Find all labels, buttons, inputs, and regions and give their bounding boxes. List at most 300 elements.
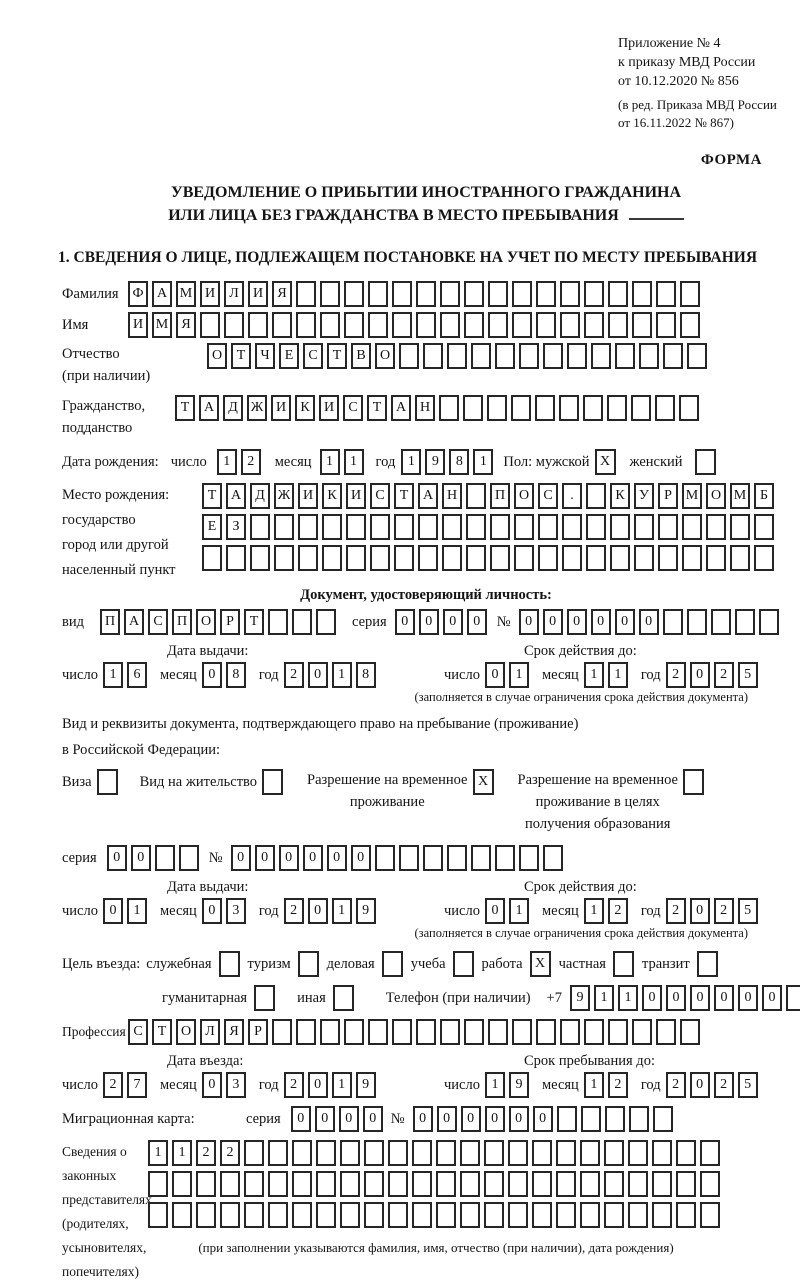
char-cell[interactable] bbox=[196, 1171, 216, 1197]
char-cell[interactable]: 9 bbox=[570, 985, 590, 1011]
char-cell[interactable]: З bbox=[226, 514, 246, 540]
char-cell[interactable]: 0 bbox=[642, 985, 662, 1011]
temp-residence-education-checkbox[interactable] bbox=[683, 769, 704, 795]
char-cell[interactable] bbox=[344, 281, 364, 307]
char-cell[interactable] bbox=[567, 343, 587, 369]
char-cell[interactable] bbox=[370, 545, 390, 571]
char-cell[interactable] bbox=[543, 343, 563, 369]
char-cell[interactable] bbox=[392, 312, 412, 338]
char-cell[interactable] bbox=[512, 312, 532, 338]
char-cell[interactable] bbox=[460, 1202, 480, 1228]
char-cell[interactable] bbox=[538, 514, 558, 540]
purpose-official-checkbox[interactable] bbox=[219, 951, 240, 977]
char-cell[interactable] bbox=[340, 1171, 360, 1197]
char-cell[interactable] bbox=[556, 1171, 576, 1197]
char-cell[interactable]: 1 bbox=[332, 898, 352, 924]
char-cell[interactable]: 0 bbox=[202, 662, 222, 688]
char-cell[interactable]: 7 bbox=[127, 1072, 147, 1098]
char-cell[interactable]: 0 bbox=[279, 845, 299, 871]
char-cell[interactable]: П bbox=[172, 609, 192, 635]
char-cell[interactable]: 1 bbox=[172, 1140, 192, 1166]
char-cell[interactable]: 0 bbox=[615, 609, 635, 635]
char-cell[interactable]: 9 bbox=[356, 898, 376, 924]
char-cell[interactable] bbox=[172, 1171, 192, 1197]
char-cell[interactable] bbox=[399, 343, 419, 369]
char-cell[interactable] bbox=[250, 514, 270, 540]
char-cell[interactable]: 1 bbox=[344, 449, 364, 475]
char-cell[interactable] bbox=[172, 1202, 192, 1228]
char-cell[interactable]: 0 bbox=[738, 985, 758, 1011]
char-cell[interactable] bbox=[663, 609, 683, 635]
char-cell[interactable]: Я bbox=[176, 312, 196, 338]
char-cell[interactable]: О bbox=[196, 609, 216, 635]
char-cell[interactable] bbox=[340, 1202, 360, 1228]
purpose-tourism-checkbox[interactable] bbox=[298, 951, 319, 977]
char-cell[interactable]: 2 bbox=[103, 1072, 123, 1098]
char-cell[interactable]: Р bbox=[658, 483, 678, 509]
char-cell[interactable] bbox=[202, 545, 222, 571]
char-cell[interactable] bbox=[639, 343, 659, 369]
char-cell[interactable] bbox=[268, 1202, 288, 1228]
char-cell[interactable]: 0 bbox=[690, 662, 710, 688]
char-cell[interactable] bbox=[562, 545, 582, 571]
char-cell[interactable] bbox=[607, 395, 627, 421]
char-cell[interactable] bbox=[464, 1019, 484, 1045]
char-cell[interactable] bbox=[439, 395, 459, 421]
char-cell[interactable] bbox=[682, 545, 702, 571]
char-cell[interactable] bbox=[532, 1171, 552, 1197]
char-cell[interactable] bbox=[632, 312, 652, 338]
char-cell[interactable]: 0 bbox=[519, 609, 539, 635]
char-cell[interactable] bbox=[655, 395, 675, 421]
char-cell[interactable]: О bbox=[207, 343, 227, 369]
char-cell[interactable] bbox=[580, 1171, 600, 1197]
char-cell[interactable] bbox=[423, 343, 443, 369]
char-cell[interactable]: А bbox=[391, 395, 411, 421]
char-cell[interactable] bbox=[560, 312, 580, 338]
char-cell[interactable] bbox=[268, 1171, 288, 1197]
char-cell[interactable] bbox=[604, 1202, 624, 1228]
char-cell[interactable] bbox=[629, 1106, 649, 1132]
char-cell[interactable] bbox=[220, 1171, 240, 1197]
char-cell[interactable] bbox=[344, 312, 364, 338]
char-cell[interactable]: И bbox=[271, 395, 291, 421]
char-cell[interactable] bbox=[656, 281, 676, 307]
char-cell[interactable] bbox=[268, 609, 288, 635]
char-cell[interactable] bbox=[296, 312, 316, 338]
char-cell[interactable]: 5 bbox=[738, 898, 758, 924]
char-cell[interactable]: 1 bbox=[584, 898, 604, 924]
char-cell[interactable] bbox=[316, 1171, 336, 1197]
char-cell[interactable] bbox=[274, 514, 294, 540]
char-cell[interactable]: 1 bbox=[594, 985, 614, 1011]
char-cell[interactable]: К bbox=[322, 483, 342, 509]
char-cell[interactable] bbox=[298, 545, 318, 571]
char-cell[interactable]: Е bbox=[279, 343, 299, 369]
char-cell[interactable] bbox=[179, 845, 199, 871]
char-cell[interactable] bbox=[584, 1019, 604, 1045]
char-cell[interactable] bbox=[658, 545, 678, 571]
char-cell[interactable] bbox=[700, 1202, 720, 1228]
char-cell[interactable] bbox=[652, 1202, 672, 1228]
char-cell[interactable] bbox=[484, 1171, 504, 1197]
char-cell[interactable] bbox=[370, 514, 390, 540]
char-cell[interactable] bbox=[346, 545, 366, 571]
char-cell[interactable]: 5 bbox=[738, 1072, 758, 1098]
char-cell[interactable]: 6 bbox=[127, 662, 147, 688]
purpose-work-checkbox[interactable]: X bbox=[530, 951, 551, 977]
char-cell[interactable]: 0 bbox=[315, 1106, 335, 1132]
char-cell[interactable] bbox=[388, 1202, 408, 1228]
char-cell[interactable] bbox=[416, 281, 436, 307]
char-cell[interactable] bbox=[514, 514, 534, 540]
char-cell[interactable] bbox=[556, 1140, 576, 1166]
char-cell[interactable] bbox=[652, 1140, 672, 1166]
char-cell[interactable] bbox=[687, 609, 707, 635]
purpose-transit-checkbox[interactable] bbox=[697, 951, 718, 977]
char-cell[interactable] bbox=[447, 343, 467, 369]
char-cell[interactable]: 0 bbox=[509, 1106, 529, 1132]
char-cell[interactable]: 0 bbox=[107, 845, 127, 871]
char-cell[interactable]: 1 bbox=[509, 898, 529, 924]
char-cell[interactable] bbox=[532, 1140, 552, 1166]
char-cell[interactable]: 0 bbox=[485, 1106, 505, 1132]
char-cell[interactable] bbox=[272, 312, 292, 338]
char-cell[interactable]: 2 bbox=[241, 449, 261, 475]
char-cell[interactable] bbox=[220, 1202, 240, 1228]
char-cell[interactable]: 9 bbox=[425, 449, 445, 475]
char-cell[interactable] bbox=[786, 985, 800, 1011]
char-cell[interactable]: 0 bbox=[690, 898, 710, 924]
char-cell[interactable]: 1 bbox=[584, 1072, 604, 1098]
char-cell[interactable]: 0 bbox=[202, 1072, 222, 1098]
char-cell[interactable]: 0 bbox=[339, 1106, 359, 1132]
char-cell[interactable] bbox=[680, 281, 700, 307]
char-cell[interactable] bbox=[514, 545, 534, 571]
char-cell[interactable]: 0 bbox=[461, 1106, 481, 1132]
char-cell[interactable]: Т bbox=[175, 395, 195, 421]
char-cell[interactable] bbox=[560, 1019, 580, 1045]
char-cell[interactable]: О bbox=[514, 483, 534, 509]
char-cell[interactable]: 0 bbox=[291, 1106, 311, 1132]
char-cell[interactable]: 1 bbox=[217, 449, 237, 475]
char-cell[interactable] bbox=[346, 514, 366, 540]
char-cell[interactable] bbox=[394, 545, 414, 571]
char-cell[interactable]: Я bbox=[224, 1019, 244, 1045]
char-cell[interactable] bbox=[532, 1202, 552, 1228]
char-cell[interactable] bbox=[658, 514, 678, 540]
char-cell[interactable]: 2 bbox=[666, 1072, 686, 1098]
char-cell[interactable]: Т bbox=[367, 395, 387, 421]
char-cell[interactable] bbox=[604, 1140, 624, 1166]
char-cell[interactable] bbox=[292, 1202, 312, 1228]
char-cell[interactable]: 9 bbox=[509, 1072, 529, 1098]
char-cell[interactable] bbox=[608, 1019, 628, 1045]
char-cell[interactable]: 2 bbox=[284, 1072, 304, 1098]
char-cell[interactable] bbox=[628, 1140, 648, 1166]
char-cell[interactable]: И bbox=[248, 281, 268, 307]
char-cell[interactable] bbox=[394, 514, 414, 540]
char-cell[interactable] bbox=[320, 312, 340, 338]
char-cell[interactable]: 1 bbox=[103, 662, 123, 688]
char-cell[interactable]: 9 bbox=[356, 1072, 376, 1098]
char-cell[interactable]: 0 bbox=[395, 609, 415, 635]
char-cell[interactable] bbox=[495, 845, 515, 871]
char-cell[interactable] bbox=[634, 514, 654, 540]
char-cell[interactable]: Н bbox=[415, 395, 435, 421]
char-cell[interactable] bbox=[320, 281, 340, 307]
char-cell[interactable] bbox=[559, 395, 579, 421]
char-cell[interactable] bbox=[484, 1140, 504, 1166]
char-cell[interactable] bbox=[488, 1019, 508, 1045]
char-cell[interactable]: 0 bbox=[255, 845, 275, 871]
purpose-study-checkbox[interactable] bbox=[453, 951, 474, 977]
char-cell[interactable] bbox=[557, 1106, 577, 1132]
char-cell[interactable] bbox=[591, 343, 611, 369]
char-cell[interactable]: 2 bbox=[666, 662, 686, 688]
char-cell[interactable]: 2 bbox=[714, 662, 734, 688]
char-cell[interactable]: Н bbox=[442, 483, 462, 509]
char-cell[interactable]: С bbox=[538, 483, 558, 509]
char-cell[interactable] bbox=[440, 1019, 460, 1045]
char-cell[interactable] bbox=[416, 1019, 436, 1045]
char-cell[interactable] bbox=[412, 1202, 432, 1228]
char-cell[interactable] bbox=[316, 1202, 336, 1228]
char-cell[interactable] bbox=[580, 1140, 600, 1166]
char-cell[interactable] bbox=[652, 1171, 672, 1197]
char-cell[interactable] bbox=[296, 281, 316, 307]
char-cell[interactable]: Ф bbox=[128, 281, 148, 307]
char-cell[interactable] bbox=[735, 609, 755, 635]
char-cell[interactable]: 1 bbox=[485, 1072, 505, 1098]
char-cell[interactable] bbox=[368, 312, 388, 338]
char-cell[interactable]: 0 bbox=[690, 1072, 710, 1098]
char-cell[interactable] bbox=[244, 1140, 264, 1166]
char-cell[interactable] bbox=[392, 1019, 412, 1045]
char-cell[interactable]: 2 bbox=[666, 898, 686, 924]
char-cell[interactable]: 1 bbox=[148, 1140, 168, 1166]
char-cell[interactable] bbox=[322, 545, 342, 571]
char-cell[interactable]: А bbox=[152, 281, 172, 307]
char-cell[interactable] bbox=[412, 1171, 432, 1197]
char-cell[interactable] bbox=[364, 1140, 384, 1166]
char-cell[interactable]: 0 bbox=[762, 985, 782, 1011]
char-cell[interactable] bbox=[512, 1019, 532, 1045]
char-cell[interactable]: Ж bbox=[247, 395, 267, 421]
char-cell[interactable] bbox=[610, 545, 630, 571]
char-cell[interactable] bbox=[700, 1140, 720, 1166]
char-cell[interactable]: 1 bbox=[618, 985, 638, 1011]
char-cell[interactable]: У bbox=[634, 483, 654, 509]
char-cell[interactable] bbox=[759, 609, 779, 635]
char-cell[interactable]: И bbox=[128, 312, 148, 338]
char-cell[interactable] bbox=[436, 1171, 456, 1197]
char-cell[interactable]: С bbox=[148, 609, 168, 635]
char-cell[interactable] bbox=[586, 545, 606, 571]
char-cell[interactable] bbox=[610, 514, 630, 540]
char-cell[interactable]: К bbox=[610, 483, 630, 509]
char-cell[interactable] bbox=[296, 1019, 316, 1045]
char-cell[interactable] bbox=[316, 1140, 336, 1166]
char-cell[interactable]: 8 bbox=[226, 662, 246, 688]
char-cell[interactable]: Т bbox=[231, 343, 251, 369]
char-cell[interactable] bbox=[148, 1171, 168, 1197]
char-cell[interactable]: 0 bbox=[567, 609, 587, 635]
char-cell[interactable]: П bbox=[490, 483, 510, 509]
char-cell[interactable]: 0 bbox=[690, 985, 710, 1011]
char-cell[interactable] bbox=[680, 1019, 700, 1045]
sex-female-checkbox[interactable] bbox=[695, 449, 716, 475]
char-cell[interactable]: 0 bbox=[308, 662, 328, 688]
char-cell[interactable]: 0 bbox=[419, 609, 439, 635]
char-cell[interactable]: С bbox=[303, 343, 323, 369]
char-cell[interactable]: 0 bbox=[591, 609, 611, 635]
char-cell[interactable]: А bbox=[418, 483, 438, 509]
char-cell[interactable]: 2 bbox=[196, 1140, 216, 1166]
char-cell[interactable] bbox=[471, 343, 491, 369]
char-cell[interactable]: С bbox=[128, 1019, 148, 1045]
char-cell[interactable]: 0 bbox=[666, 985, 686, 1011]
char-cell[interactable]: 0 bbox=[231, 845, 251, 871]
char-cell[interactable]: М bbox=[152, 312, 172, 338]
char-cell[interactable] bbox=[580, 1202, 600, 1228]
char-cell[interactable] bbox=[586, 514, 606, 540]
char-cell[interactable]: 8 bbox=[356, 662, 376, 688]
char-cell[interactable]: 0 bbox=[443, 609, 463, 635]
char-cell[interactable] bbox=[730, 545, 750, 571]
char-cell[interactable]: 0 bbox=[308, 898, 328, 924]
char-cell[interactable] bbox=[340, 1140, 360, 1166]
char-cell[interactable] bbox=[586, 483, 606, 509]
char-cell[interactable] bbox=[508, 1202, 528, 1228]
char-cell[interactable] bbox=[676, 1171, 696, 1197]
char-cell[interactable] bbox=[440, 312, 460, 338]
char-cell[interactable] bbox=[680, 312, 700, 338]
char-cell[interactable]: 0 bbox=[714, 985, 734, 1011]
char-cell[interactable]: 0 bbox=[533, 1106, 553, 1132]
char-cell[interactable]: 8 bbox=[449, 449, 469, 475]
char-cell[interactable] bbox=[471, 845, 491, 871]
char-cell[interactable] bbox=[511, 395, 531, 421]
char-cell[interactable]: 2 bbox=[284, 662, 304, 688]
char-cell[interactable] bbox=[487, 395, 507, 421]
char-cell[interactable] bbox=[322, 514, 342, 540]
char-cell[interactable] bbox=[466, 483, 486, 509]
char-cell[interactable] bbox=[244, 1202, 264, 1228]
char-cell[interactable] bbox=[583, 395, 603, 421]
char-cell[interactable] bbox=[584, 281, 604, 307]
char-cell[interactable] bbox=[368, 1019, 388, 1045]
char-cell[interactable] bbox=[628, 1202, 648, 1228]
char-cell[interactable] bbox=[631, 395, 651, 421]
char-cell[interactable] bbox=[536, 281, 556, 307]
char-cell[interactable] bbox=[447, 845, 467, 871]
char-cell[interactable]: С bbox=[370, 483, 390, 509]
char-cell[interactable] bbox=[298, 514, 318, 540]
char-cell[interactable]: Е bbox=[202, 514, 222, 540]
char-cell[interactable] bbox=[460, 1171, 480, 1197]
char-cell[interactable]: 1 bbox=[584, 662, 604, 688]
char-cell[interactable]: 2 bbox=[714, 898, 734, 924]
char-cell[interactable]: 2 bbox=[220, 1140, 240, 1166]
temp-residence-checkbox[interactable]: X bbox=[473, 769, 494, 795]
char-cell[interactable] bbox=[538, 545, 558, 571]
char-cell[interactable] bbox=[244, 1171, 264, 1197]
char-cell[interactable] bbox=[442, 514, 462, 540]
char-cell[interactable]: 0 bbox=[543, 609, 563, 635]
char-cell[interactable] bbox=[148, 1202, 168, 1228]
char-cell[interactable]: 0 bbox=[485, 662, 505, 688]
char-cell[interactable] bbox=[632, 1019, 652, 1045]
visa-checkbox[interactable] bbox=[97, 769, 118, 795]
char-cell[interactable] bbox=[484, 1202, 504, 1228]
char-cell[interactable] bbox=[490, 545, 510, 571]
char-cell[interactable]: 1 bbox=[608, 662, 628, 688]
char-cell[interactable] bbox=[495, 343, 515, 369]
char-cell[interactable] bbox=[754, 545, 774, 571]
char-cell[interactable] bbox=[519, 845, 539, 871]
char-cell[interactable]: 1 bbox=[332, 662, 352, 688]
char-cell[interactable]: М bbox=[682, 483, 702, 509]
char-cell[interactable] bbox=[706, 514, 726, 540]
char-cell[interactable] bbox=[274, 545, 294, 571]
char-cell[interactable] bbox=[466, 545, 486, 571]
char-cell[interactable] bbox=[679, 395, 699, 421]
char-cell[interactable]: 0 bbox=[351, 845, 371, 871]
char-cell[interactable]: Ж bbox=[274, 483, 294, 509]
char-cell[interactable] bbox=[155, 845, 175, 871]
char-cell[interactable]: Д bbox=[250, 483, 270, 509]
char-cell[interactable]: И bbox=[346, 483, 366, 509]
char-cell[interactable]: Б bbox=[754, 483, 774, 509]
char-cell[interactable]: Р bbox=[220, 609, 240, 635]
char-cell[interactable]: 0 bbox=[467, 609, 487, 635]
char-cell[interactable]: А bbox=[199, 395, 219, 421]
char-cell[interactable] bbox=[608, 312, 628, 338]
char-cell[interactable]: О bbox=[375, 343, 395, 369]
purpose-humanitarian-checkbox[interactable] bbox=[254, 985, 275, 1011]
char-cell[interactable]: 1 bbox=[473, 449, 493, 475]
char-cell[interactable] bbox=[344, 1019, 364, 1045]
char-cell[interactable] bbox=[700, 1171, 720, 1197]
char-cell[interactable]: М bbox=[730, 483, 750, 509]
char-cell[interactable]: 5 bbox=[738, 662, 758, 688]
char-cell[interactable]: И bbox=[200, 281, 220, 307]
char-cell[interactable]: 1 bbox=[332, 1072, 352, 1098]
char-cell[interactable]: А bbox=[124, 609, 144, 635]
char-cell[interactable] bbox=[272, 1019, 292, 1045]
residence-permit-checkbox[interactable] bbox=[262, 769, 283, 795]
char-cell[interactable]: 0 bbox=[327, 845, 347, 871]
char-cell[interactable]: 1 bbox=[401, 449, 421, 475]
char-cell[interactable]: 0 bbox=[202, 898, 222, 924]
char-cell[interactable]: И bbox=[298, 483, 318, 509]
char-cell[interactable]: А bbox=[226, 483, 246, 509]
char-cell[interactable] bbox=[388, 1140, 408, 1166]
char-cell[interactable] bbox=[292, 1171, 312, 1197]
char-cell[interactable]: Ч bbox=[255, 343, 275, 369]
char-cell[interactable]: 0 bbox=[131, 845, 151, 871]
char-cell[interactable] bbox=[388, 1171, 408, 1197]
char-cell[interactable]: 0 bbox=[639, 609, 659, 635]
char-cell[interactable]: 3 bbox=[226, 1072, 246, 1098]
char-cell[interactable] bbox=[416, 312, 436, 338]
char-cell[interactable]: 2 bbox=[608, 1072, 628, 1098]
char-cell[interactable] bbox=[226, 545, 246, 571]
char-cell[interactable] bbox=[196, 1202, 216, 1228]
char-cell[interactable]: 0 bbox=[437, 1106, 457, 1132]
char-cell[interactable] bbox=[292, 609, 312, 635]
